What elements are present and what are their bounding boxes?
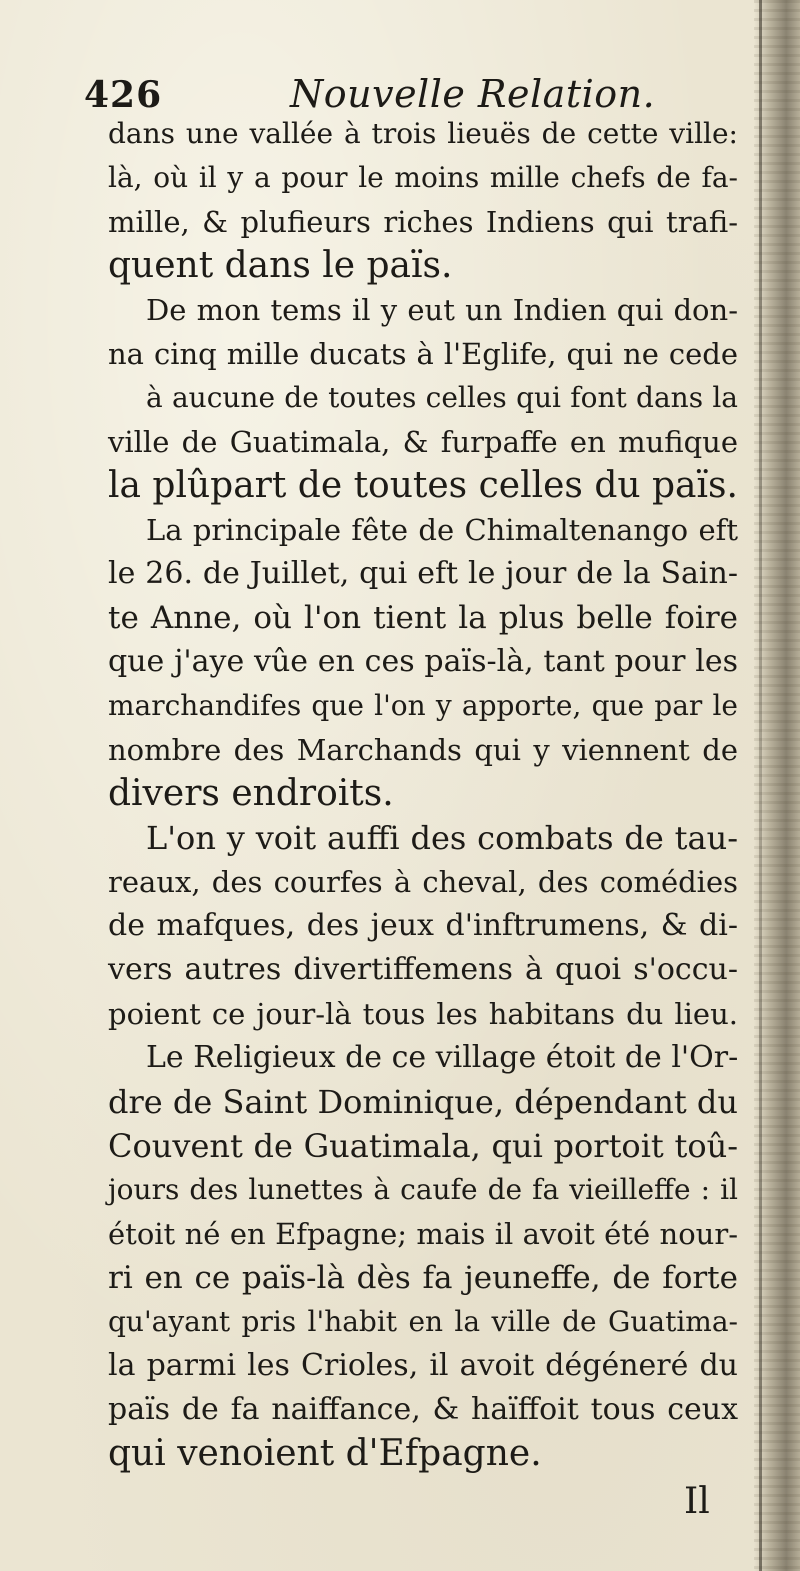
text-line: jours des lunettes à caufe de fa vieilleffe : il	[108, 1173, 738, 1206]
text-line: poient ce jour-là tous les habitans du lieu.	[108, 997, 738, 1031]
text-line: dre de Saint Dominique, dépendant du	[108, 1083, 738, 1121]
text-line: nombre des Marchands qui y viennent de	[108, 733, 738, 767]
text-line: quent dans le païs.	[108, 245, 453, 286]
text-line: ri en ce païs-là dès fa jeuneffe, de forte	[108, 1260, 738, 1296]
text-line: qui venoient d'Efpagne.	[108, 1433, 542, 1474]
text-line: qu'ayant pris l'habit en la ville de Guatima-	[108, 1305, 738, 1338]
text-line: La principale fête de Chimaltenango eft	[146, 513, 738, 547]
page-number: 426	[84, 74, 163, 116]
text-line: marchandifes que l'on y apporte, que par le	[108, 689, 738, 722]
text-line: L'on y voit auffi des combats de tau-	[146, 819, 738, 857]
running-title: Nouvelle Relation.	[290, 72, 656, 116]
text-line: na cinq mille ducats à l'Eglife, qui ne cede	[108, 337, 738, 371]
text-line: étoit né en Efpagne; mais il avoit été nour-	[108, 1217, 738, 1251]
text-line: ville de Guatimala, & furpaffe en mufique	[108, 425, 738, 459]
text-line: païs de fa naiffance, & haïffoit tous ceux	[108, 1392, 738, 1427]
text-line: Le Religieux de ce village étoit de l'Or-	[146, 1040, 739, 1075]
text-line: le 26. de Juillet, qui eft le jour de la Sain-	[108, 556, 738, 591]
text-line: De mon tems il y eut un Indien qui don-	[146, 293, 738, 327]
text-line: vers autres divertiffemens à quoi s'occu-	[108, 952, 738, 987]
text-line: la parmi les Crioles, il avoit dégéneré du	[108, 1348, 738, 1383]
text-line: là, où il y a pour le moins mille chefs de fa-	[108, 161, 738, 194]
text-line: de mafques, des jeux d'inftrumens, & di-	[108, 908, 738, 943]
text-line: que j'aye vûe en ces païs-là, tant pour les	[108, 644, 738, 679]
text-line: à aucune de toutes celles qui font dans la	[146, 381, 738, 414]
text-line: divers endroits.	[108, 773, 394, 814]
text-line: mille, & plufieurs riches Indiens qui trafi-	[108, 205, 738, 239]
catchword: Il	[684, 1481, 710, 1522]
text-line: te Anne, où l'on tient la plus belle foire	[108, 600, 738, 636]
text-line: dans une vallée à trois lieuës de cette ville:	[108, 117, 738, 150]
text-line: reaux, des courfes à cheval, des comédies	[108, 865, 738, 899]
text-line: Couvent de Guatimala, qui portoit toû-	[108, 1127, 738, 1165]
text-line: la plûpart de toutes celles du païs.	[108, 465, 738, 506]
